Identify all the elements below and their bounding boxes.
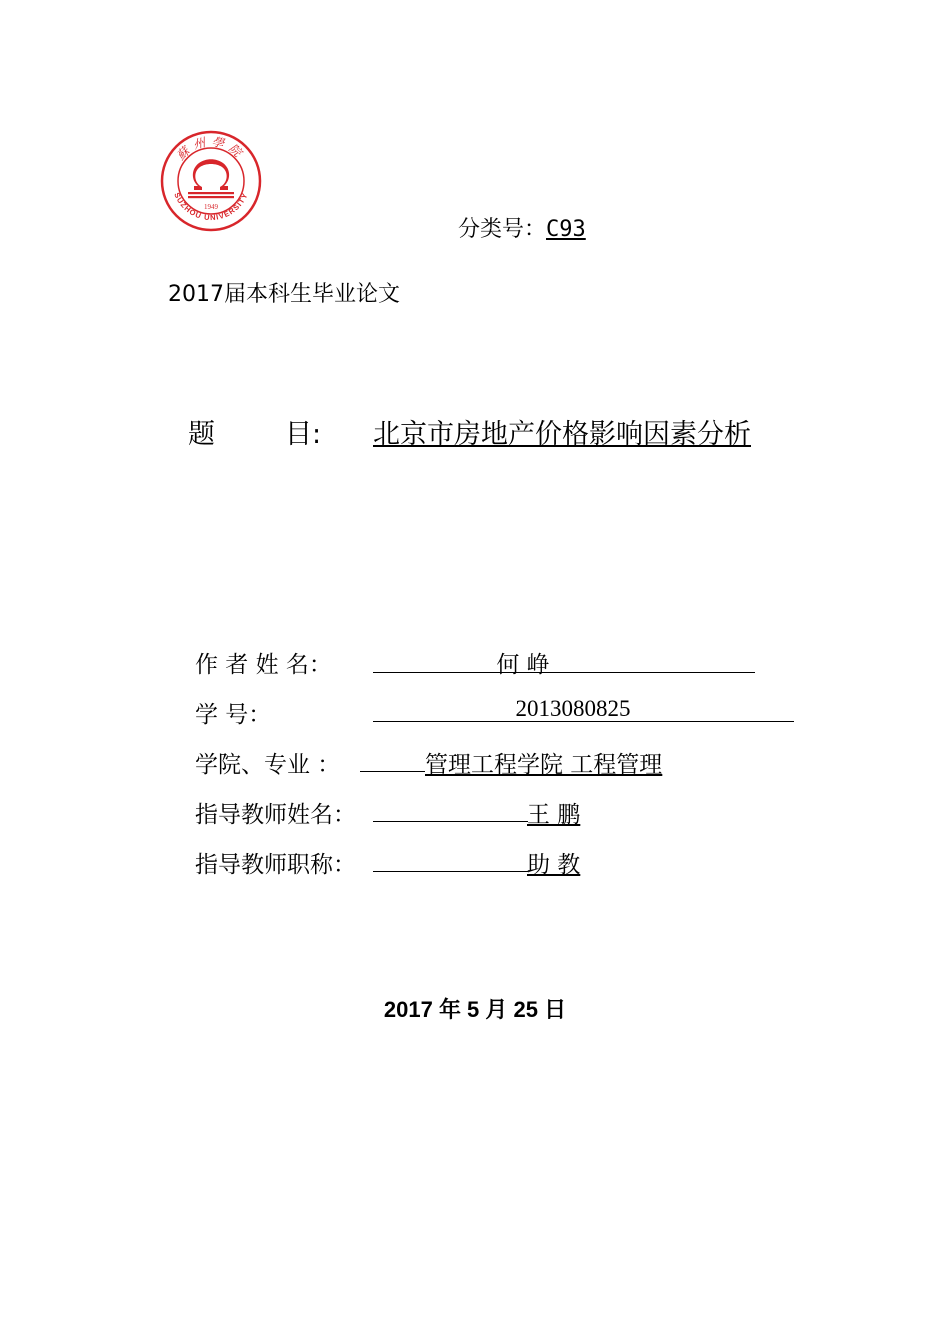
college-major-label: 学院、专业 ：	[195, 752, 341, 778]
svg-text:蘇州學院: 蘇州學院	[173, 134, 249, 163]
title-label-part2: 目:	[285, 419, 322, 450]
advisor-name-value: 王 鹏	[527, 802, 581, 828]
submission-date: 2017 年 5 月 25 日	[383, 997, 567, 1022]
advisor-title-value: 助 教	[527, 852, 581, 878]
author-underline	[373, 672, 755, 673]
advisor-title-label: 指导教师职称：	[195, 852, 356, 878]
college-major-value: 管理工程学院 工程管理	[425, 752, 663, 778]
classification-value: C93	[546, 217, 586, 242]
classification-label: 分类号：	[458, 217, 547, 242]
title-label	[188, 412, 321, 451]
thesis-year-heading: 2017届本科生毕业论文	[168, 282, 400, 307]
classification-number	[458, 212, 586, 243]
thesis-title: 北京市房地产价格影响因素分析	[373, 419, 751, 450]
author-label: 作 者 姓 名：	[195, 652, 332, 678]
advisor-name-underline	[373, 821, 528, 822]
advisor-title-underline	[373, 871, 528, 872]
title-label-part1: 题	[188, 419, 215, 450]
author-value: 何 峥	[496, 652, 550, 678]
student-id-value: 2013080825	[515, 696, 631, 721]
svg-text:SUZHOU UNIVERSITY: SUZHOU UNIVERSITY	[172, 191, 250, 223]
student-id-underline	[373, 721, 794, 722]
college-major-underline	[360, 771, 425, 772]
svg-text:1949: 1949	[204, 203, 218, 211]
advisor-name-label: 指导教师姓名：	[195, 802, 356, 828]
student-id-label: 学 号：	[195, 702, 272, 728]
university-seal-logo	[160, 130, 262, 232]
